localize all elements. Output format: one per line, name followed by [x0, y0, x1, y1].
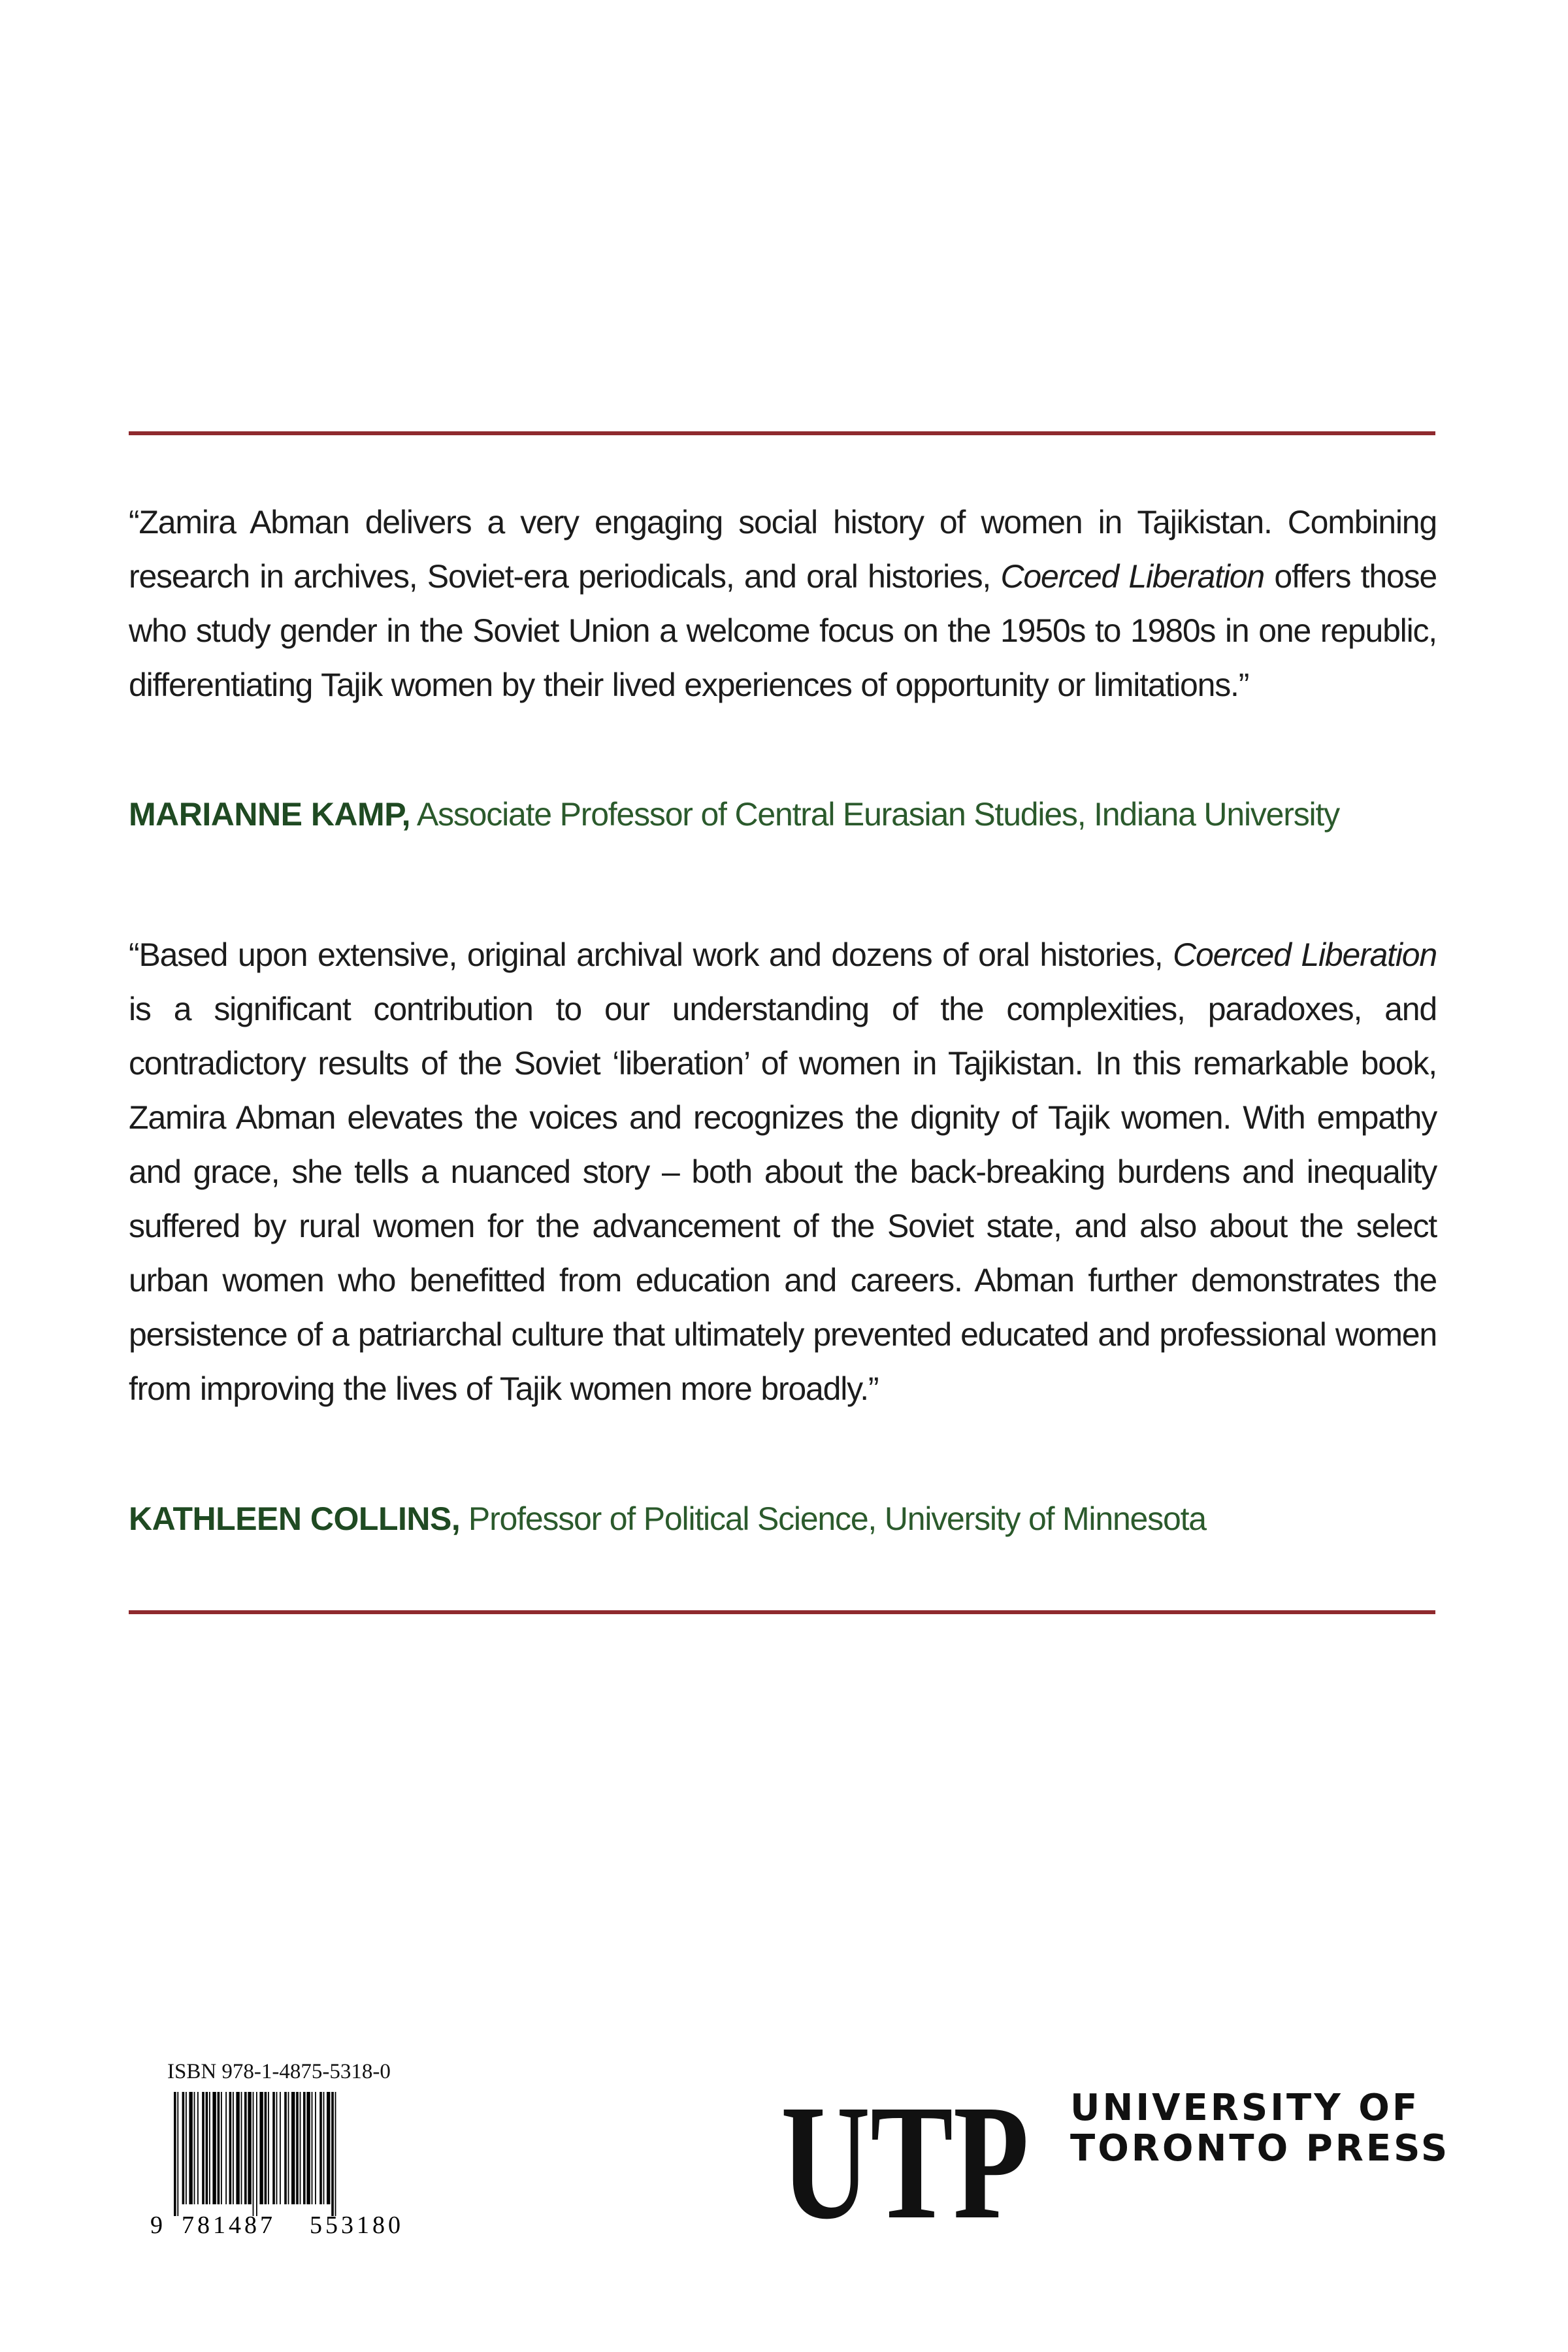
utp-logo: [781, 2070, 1032, 2253]
barcode-bar: [186, 2092, 187, 2204]
quote-collins-text-2: is a significant contribution to our understanding of the complexities, paradoxes, and contradictory results of the Soviet ‘liberation’ of women in Tajikistan. In this remarkable book, Zamira Abman elevates the voices and recognizes the dignity of Tajik women. With empathy and grace, she tells a nuanced story – both about the back-breaking burdens and inequality suffered by rural women for the advancement of the Soviet state, and also about the select urban women who benefitted from education and careers. Abman further demonstrates the persistence of a patriarchal culture that ultimately prevented educated and professional women from improving the lives of Tajik women more broadly.”: [129, 991, 1437, 1407]
quote-collins: [129, 928, 1437, 1416]
barcode-bar: [194, 2092, 195, 2204]
quote-kamp-text-1: “Zamira Abman delivers a very engaging social history of women in Tajikistan. Combining research in archives, Soviet-era periodicals, and oral histories,: [129, 504, 1437, 595]
barcode-bar: [182, 2092, 185, 2204]
barcode-bar: [319, 2092, 322, 2204]
attribution-collins: [129, 1499, 1437, 1538]
author-affiliation-collins: Professor of Political Science, University of Minnesota: [460, 1500, 1206, 1537]
barcode-bar: [280, 2092, 281, 2204]
barcode-bar: [244, 2092, 247, 2204]
barcode-bar: [229, 2092, 232, 2204]
bottom-divider: [129, 1610, 1435, 1614]
barcode-bar: [256, 2092, 257, 2216]
barcode-bar: [284, 2092, 287, 2204]
barcode-bar: [218, 2092, 220, 2204]
author-name-collins: KATHLEEN COLLINS,: [129, 1500, 461, 1537]
barcode-bar: [225, 2092, 227, 2204]
quote-kamp-book-title: Coerced Liberation: [1000, 558, 1265, 595]
barcode-bar: [202, 2092, 204, 2204]
barcode-bar: [248, 2092, 251, 2204]
barcode-bar: [241, 2092, 242, 2204]
quote-collins-book-title: Coerced Liberation: [1173, 936, 1437, 973]
publisher-name-line2: TORONTO PRESS: [1070, 2127, 1450, 2170]
barcode-bar: [335, 2092, 336, 2216]
barcode-bar: [265, 2092, 267, 2204]
utp-logo-letters: UTP: [781, 2070, 1029, 2253]
quote-kamp: [129, 495, 1437, 712]
barcode-bar: [206, 2092, 208, 2204]
barcode-bar: [276, 2092, 278, 2204]
barcode-bar: [331, 2092, 334, 2216]
barcode-graphic: [148, 2088, 435, 2238]
barcode-bar: [272, 2092, 275, 2204]
barcode-bar: [288, 2092, 289, 2204]
utp-logo-graphic: [781, 2070, 1032, 2253]
top-divider: [129, 431, 1435, 435]
barcode-bar: [300, 2092, 301, 2204]
barcode-bar: [221, 2092, 222, 2204]
author-affiliation-kamp: Associate Professor of Central Eurasian Studies, Indiana University: [410, 796, 1339, 833]
barcode-bar: [209, 2092, 210, 2204]
barcode-bar: [323, 2092, 325, 2204]
barcode-bar: [312, 2092, 313, 2204]
barcode-bar: [253, 2092, 254, 2216]
attribution-kamp: [129, 795, 1437, 834]
quote-kamp-text-2: offers those who study gender in the Soviet Union a welcome focus on the 1950s to 1980s in one republic, differentiating Tajik women by their lived experiences of opportunity or limitations.”: [129, 558, 1437, 703]
barcode-bar: [306, 2092, 310, 2204]
barcode-bar: [259, 2092, 263, 2204]
barcode-bar: [189, 2092, 192, 2204]
isbn-label: ISBN 978-1-4875-5318-0: [167, 2060, 391, 2083]
publisher-name: [1070, 2088, 1450, 2169]
barcode-bar: [296, 2092, 299, 2204]
barcode-bar: [291, 2092, 295, 2204]
barcode-bar: [303, 2092, 306, 2204]
barcode-bar: [174, 2092, 176, 2216]
barcode-digits-group1: 781487: [182, 2211, 276, 2239]
publisher-name-line1: UNIVERSITY OF: [1070, 2087, 1420, 2129]
barcode-digits-group2: 553180: [310, 2211, 404, 2239]
barcode-bar: [236, 2092, 239, 2204]
barcode-bar: [197, 2092, 199, 2204]
barcode-bar: [315, 2092, 316, 2204]
barcode-digit-first: 9: [150, 2211, 163, 2239]
barcode-bar: [177, 2092, 178, 2216]
barcode-bar: [233, 2092, 234, 2204]
isbn-barcode: [148, 2088, 435, 2238]
barcode-bar: [212, 2092, 216, 2204]
author-name-kamp: MARIANNE KAMP,: [129, 796, 410, 833]
barcode-bar: [268, 2092, 269, 2204]
barcode-bar: [327, 2092, 330, 2204]
quote-collins-text-1: “Based upon extensive, original archival work and dozens of oral histories,: [129, 936, 1173, 973]
